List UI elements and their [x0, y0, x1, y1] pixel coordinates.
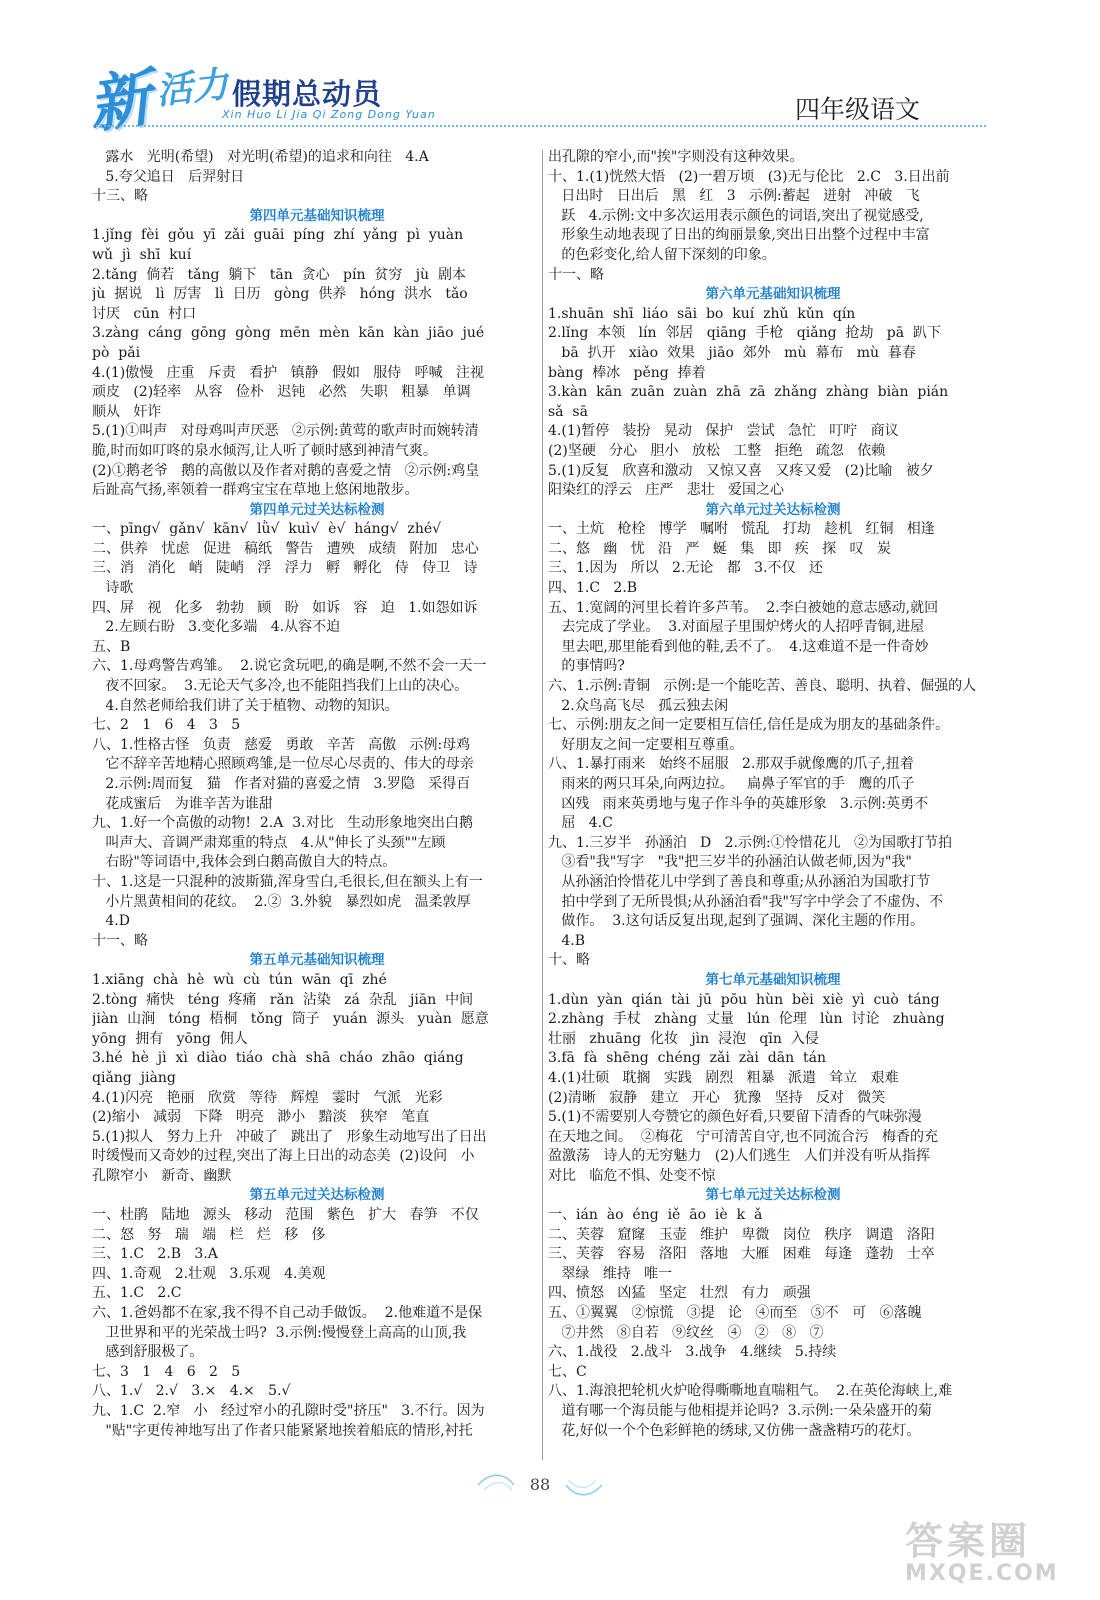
answer-line: 十、略 [548, 952, 590, 969]
answer-line: 二、怒 努 瑞 端 栏 烂 移 侈 [92, 1226, 326, 1243]
answer-line: 在天地之间。 ②梅花 宁可清苦自守,也不同流合污 梅香的充 [548, 1128, 939, 1145]
answer-line: sǎ sā [548, 403, 588, 420]
answer-line: 的色彩变化,给人留下深刻的印象。 [548, 246, 776, 263]
answer-line: 讨厌 cūn 村口 [92, 305, 197, 322]
brand-logo-huoli: 活力 [154, 64, 231, 113]
brand-logo-xin: 新 [83, 60, 156, 142]
answer-line: 2.zhàng 手杖 zhàng 丈量 lún 伦理 lùn 讨论 zhuàng [548, 1011, 945, 1028]
answer-line: 五、1.C 2.C [92, 1285, 182, 1302]
answer-line: 五、①翼翼 ②惊慌 ③提 论 ④而至 ⑤不 可 ⑥落魄 [548, 1305, 922, 1322]
answer-line: 1.dùn yàn qián tài jū pōu hùn bèi xiè yì cuò táng [548, 991, 940, 1008]
section-heading: 第七单元过关达标检测 [705, 1187, 841, 1204]
answer-line: 六、1.示例:青铜 示例:是一个能吃苦、善良、聪明、执着、倔强的人 [548, 678, 977, 695]
answer-line: (2)清晰 寂静 建立 开心 犹豫 坚持 反对 微笑 [548, 1089, 886, 1106]
answer-line: "贴"字更传神地写出了作者只能紧紧地挨着船底的情形,衬托 [92, 1422, 473, 1439]
answer-line: 夜不回家。 3.无论天气多冷,也不能阻挡我们上山的决心。 [92, 678, 469, 695]
answer-line: (2)①鹅老爷 鹅的高傲以及作者对鹅的喜爱之情 ②示例:鸡皇 [92, 462, 480, 479]
answer-line: 二、芙蓉 窟窿 玉壶 维护 卑微 岗位 秩序 调遣 洛阳 [548, 1226, 935, 1243]
answer-line: 诗歌 [92, 580, 134, 597]
answer-line: 5.(1)不需要别人夸赞它的颜色好看,只要留下清香的气味弥漫 [548, 1109, 922, 1126]
answer-line: ③看"我"写字 "我"把三岁半的孙涵泊认做老师,因为"我" [548, 854, 912, 871]
answer-line: pò pǎi [92, 344, 141, 361]
answer-line: bā 扒开 xiào 效果 jiāo 郊外 mù 幕布 mù 暮春 [548, 344, 916, 361]
answer-line: 里去吧,那里能看到他的鞋,丢不了。 4.这难道不是一件奇妙 [548, 638, 929, 655]
watermark-line-2: MXQE.COM [905, 1561, 1059, 1586]
answer-line: 从孙涵泊怜惜花儿中学到了善良和尊重;从孙涵泊为国歌打节 [548, 873, 931, 890]
answer-line: 2.左顾右盼 3.变化多端 4.从容不迫 [92, 619, 341, 636]
answer-line: 六、1.战役 2.战斗 3.战争 4.继续 5.持续 [548, 1344, 837, 1361]
answer-line: 2.tòng 痛快 téng 疼痛 rǎn 沾染 zá 杂乱 jiān 中间 [92, 991, 474, 1008]
answer-line: 4.(1)壮硕 耽搁 实践 剧烈 粗暴 派遣 耸立 艰难 [548, 1069, 899, 1086]
answer-line: 九、1.好一个高傲的动物! 2.A 3.对比 生动形象地突出白鹅 [92, 815, 473, 832]
answer-line: 三、1.因为 所以 2.无论 都 3.不仅 还 [548, 560, 823, 577]
answer-line: 十一、略 [548, 266, 604, 283]
header-divider [96, 125, 986, 127]
answer-line: 花,好似一个个色彩鲜艳的绣球,又仿佛一盏盏精巧的花灯。 [548, 1422, 921, 1439]
answer-line: 形象生动地表现了日出的绚丽景象,突出日出整个过程中丰富 [548, 227, 930, 244]
answer-line: 十一、略 [92, 932, 148, 949]
answer-line: 的事情吗? [548, 658, 625, 675]
answer-column-left [92, 148, 542, 1468]
answer-line: 一、土炕 枪栓 博学 嘱咐 慌乱 打劫 趁机 红铜 相逢 [548, 521, 935, 538]
answer-line: 四、屏 视 化多 勃勃 顾 盼 如诉 容 迫 1.如怨如诉 [92, 599, 478, 616]
answer-line: 4.(1)暂停 装扮 晃动 保护 尝试 急忙 叮咛 商议 [548, 423, 899, 440]
answer-line: 3.hé hè jì xì diào tiáo chà shā cháo zhāo qiáng [92, 1050, 464, 1067]
answer-line: 2.lǐng 本领 lín 邻居 qiāng 手枪 qiǎng 抢劫 pā 趴下 [548, 325, 942, 342]
answer-line: 八、1.性格古怪 负责 慈爱 勇敢 辛苦 高傲 示例:母鸡 [92, 736, 471, 753]
section-heading: 第六单元基础知识梳理 [705, 286, 841, 303]
answer-line: 三、消 消化 峭 陡峭 浮 浮力 孵 孵化 侍 侍卫 诗 [92, 560, 478, 577]
section-heading: 第四单元基础知识梳理 [249, 207, 385, 224]
answer-line: 雨来的两只耳朵,向两边拉。 扁鼻子军官的手 鹰的爪子 [548, 776, 915, 792]
answer-line: 对比 临危不惧、处变不惊 [548, 1167, 716, 1184]
answer-line: 八、1.暴打雨来 始终不屈服 2.那双手就像鹰的爪子,扭着 [548, 756, 914, 773]
answer-line: 4.自然老师给我们讲了关于植物、动物的知识。 [92, 697, 399, 714]
answer-line: 后趾高气扬,率领着一群鸡宝宝在草地上悠闲地散步。 [92, 482, 419, 499]
answer-line: 2.tǎng 倘若 tǎng 躺下 tān 贪心 pín 贫穷 jù 剧本 [92, 266, 466, 283]
answer-line: 十、1.(1)恍然大悟 (2)一碧万顷 (3)无与伦比 2.C 3.日出前 [548, 168, 950, 185]
answer-line: wǔ jì shī kuí [92, 246, 192, 263]
answer-line: 一、ián ào éng iě āo iè k ǎ [548, 1207, 763, 1224]
answer-line: (2)缩小 减弱 下降 明亮 渺小 黯淡 狭窄 笔直 [92, 1109, 430, 1126]
answer-line: 七、C [548, 1363, 587, 1380]
answer-line: 做作。 3.这句话反复出现,起到了强调、深化主题的作用。 [548, 913, 925, 930]
answer-line: qiǎng jiàng [92, 1069, 176, 1086]
answer-line: 小片黑黄相间的花纹。 2.② 3.外貌 暴烈如虎 温柔敦厚 [92, 893, 471, 910]
answer-line: yōng 拥有 yōng 佣人 [92, 1030, 248, 1047]
answer-line: 七、3 1 4 6 2 5 [92, 1363, 241, 1380]
answer-line: 露水 光明(希望) 对光明(希望)的追求和向往 4.A [92, 149, 429, 165]
page-header [0, 0, 1100, 150]
answer-line: 一、pīng√ gǎn√ kān√ lǜ√ kuì√ è√ háng√ zhé√ [92, 521, 442, 538]
answer-line: 日出时 日出后 黑 红 3 示例:蓄起 迸射 冲破 飞 [548, 188, 920, 205]
answer-line: 右盼"等词语中,我体会到白鹅高傲自大的特点。 [92, 854, 397, 871]
answer-line: 5.(1)①叫声 对母鸡叫声厌恶 ②示例:黄莺的歌声时而婉转清 [92, 423, 479, 440]
answer-line: 五、B [92, 638, 131, 655]
answer-line: 六、1.爸妈都不在家,我不得不自己动手做饭。 2.他难道不是保 [92, 1305, 483, 1322]
answer-line: 叫声大、音调严肃郑重的特点 4.从"伸长了头颈""左顾 [92, 834, 446, 851]
answer-line: 一、杜鹃 陆地 源头 移动 范围 紫色 扩大 春笋 不仅 [92, 1207, 479, 1224]
answer-line: 4.B [548, 932, 586, 949]
answer-line: 4.(1)闪亮 艳丽 欣赏 等待 辉煌 霎时 气派 光彩 [92, 1089, 443, 1106]
answer-line: 四、1.奇观 2.壮观 3.乐观 4.美观 [92, 1265, 326, 1282]
answer-line: jiàn 山涧 tóng 梧桐 tǒng 筒子 yuán 源头 yuàn 愿意 [92, 1011, 489, 1028]
section-heading: 第五单元过关达标检测 [249, 1187, 385, 1204]
answer-line: 好朋友之间一定要相互尊重。 [548, 736, 744, 753]
answer-line: 5.夸父追日 后羿射日 [92, 168, 245, 185]
answer-line: 阳染红的浮云 庄严 悲壮 爱国之心 [548, 482, 785, 499]
answer-line: 十三、略 [92, 188, 148, 205]
answer-line: 感到舒服极了。 [92, 1344, 204, 1361]
column-divider [542, 150, 543, 1460]
answer-line: 十、1.这是一只混种的波斯猫,浑身雪白,毛很长,但在额头上有一 [92, 873, 483, 890]
answer-line: 2.示例:周而复 猫 作者对猫的喜爱之情 3.罗隐 采得百 [92, 776, 471, 792]
answer-line: 2.众鸟高飞尽 孤云独去闲 [548, 697, 729, 714]
answer-line: 屈 4.C [548, 815, 613, 832]
answer-line: 九、1.C 2.窄 小 经过窄小的孔隙时受"挤压" 3.不行。因为 [92, 1403, 485, 1419]
section-heading: 第七单元基础知识梳理 [705, 971, 841, 988]
answer-line: jù 据说 lì 厉害 lì 日历 gòng 供养 hóng 洪水 tǎo [92, 286, 468, 303]
answer-line: 1.shuān shī liáo sāi bo kuí zhǔ kǔn qín [548, 305, 856, 322]
section-heading: 第五单元基础知识梳理 [249, 952, 385, 969]
answer-line: 脆,时而如叮咚的泉水倾泻,让人听了顿时感到神清气爽。 [92, 442, 437, 459]
answer-line: 1.xiāng chà hè wù cù tún wān qī zhé [92, 971, 387, 988]
answer-line: 四、1.C 2.B [548, 580, 638, 597]
grade-subject-title: 四年级语文 [795, 95, 921, 124]
brand-title: 假期总动员 [232, 77, 383, 111]
answer-line: 花成蜜后 为谁辛苦为谁甜 [92, 795, 273, 812]
answer-line: 3.kàn kān zuān zuàn zhā zā zhǎng zhàng biàn pián [548, 384, 949, 401]
answer-line: 孔隙窄小 新奇、幽默 [92, 1167, 232, 1184]
answer-line: 出孔隙的窄小,而"挨"字则没有这种效果。 [548, 149, 804, 165]
answer-line: (2)坚硬 分心 胆小 放松 工整 拒绝 疏忽 依赖 [548, 442, 886, 459]
answer-line: 五、1.宽阔的河里长着许多芦苇。 2.李白被她的意志感动,就回 [548, 599, 939, 616]
answer-line: bàng 棒冰 pěng 捧着 [548, 364, 706, 381]
section-heading: 第六单元过关达标检测 [705, 501, 841, 518]
page-number: 88 [529, 1475, 551, 1494]
answer-line: 六、1.母鸡警告鸡雏。 2.说它贪玩吧,的确是啊,不然不会一天一 [92, 658, 487, 675]
answer-line: 九、1.三岁半 孙涵泊 D 2.示例:①怜惜花儿 ②为国歌打节拍 [548, 834, 953, 851]
answer-line: 5.(1)拟人 努力上升 冲破了 跳出了 形象生动地写出了日出 [92, 1128, 487, 1145]
answer-line: 顺从 奸诈 [92, 403, 162, 420]
watermark-line-1: 答案圈 [905, 1519, 1032, 1563]
answer-line: 3.zàng cáng gōng gòng mēn mèn kān kàn jiāo jué [92, 325, 485, 342]
answer-line: 三、1.C 2.B 3.A [92, 1246, 218, 1263]
answer-line: 盈激荡 诗人的无穷魅力 (2)人们逃生 人们并没有听从指挥 [548, 1148, 930, 1165]
answer-line: 二、供养 忧虑 促进 稿纸 警告 遭殃 成绩 附加 忠心 [92, 540, 479, 557]
answer-line: 二、悠 幽 忧 沿 严 蜒 集 即 疾 探 叹 炭 [548, 540, 891, 557]
answer-line: 卫世界和平的光荣战士吗? 3.示例:慢慢登上高高的山顶,我 [92, 1324, 467, 1341]
answer-line: 去完成了学业。 3.对面屋子里围炉烤火的人招呼青铜,进屋 [548, 619, 925, 636]
answer-line: 4.(1)傲慢 庄重 斥责 看护 镇静 假如 服侍 呼喊 注视 [92, 364, 484, 381]
answer-line: 5.(1)反复 欣喜和激动 又惊又喜 又疼又爱 (2)比喻 被夕 [548, 462, 934, 479]
answer-line: 四、愤怒 凶猛 坚定 壮烈 有力 顽强 [548, 1285, 811, 1302]
answer-line: 三、芙蓉 容易 洛阳 落地 大雁 困难 每逢 蓬勃 士卒 [548, 1246, 935, 1263]
answer-line: 八、1.√ 2.√ 3.× 4.× 5.√ [92, 1383, 291, 1400]
answer-line: 顽皮 (2)轻率 从容 俭朴 迟钝 必然 失职 粗暴 单调 [92, 384, 471, 401]
answer-line: ⑦井然 ⑧自若 ⑨纹丝 ④ ② ⑧ ⑦ [548, 1324, 824, 1341]
answer-line: 凶残 雨来英勇地与鬼子作斗争的英雄形象 3.示例:英勇不 [548, 795, 929, 812]
answer-line: 拍中学到了无所畏惧;从孙涵泊看"我"写字中学会了不虚伪、不 [548, 893, 943, 910]
answer-line: 3.fā fà shēng chéng zǎi zài dān tán [548, 1050, 827, 1067]
answer-line: 4.D [92, 913, 130, 930]
answer-line: 七、2 1 6 4 3 5 [92, 717, 241, 734]
section-heading: 第四单元过关达标检测 [249, 501, 385, 518]
answer-line: 跃 4.示例:文中多次运用表示颜色的词语,突出了视觉感受, [548, 207, 924, 224]
watermark [905, 1510, 1075, 1590]
answer-line: 壮丽 zhuāng 化妆 jìn 浸泡 qīn 入侵 [548, 1030, 819, 1047]
answer-line: 时缓慢而又奇妙的过程,突出了海上日出的动态美 (2)设问 小 [92, 1148, 475, 1165]
answer-line: 它不辞辛苦地精心照顾鸡雏,是一位尽心尽责的、伟大的母亲 [92, 756, 474, 773]
answer-line: 七、示例:朋友之间一定要相互信任,信任是成为朋友的基础条件。 [548, 717, 950, 734]
answer-line: 八、1.海浪把轮机火炉呛得嘶嘶地直喘粗气。 2.在英伦海峡上,难 [548, 1383, 953, 1400]
brand-pinyin: Xin Huo Li Jia Qi Zong Dong Yuan [222, 108, 436, 121]
answer-line: 翠绿 维持 唯一 [548, 1265, 673, 1282]
answer-line: 1.jǐng fèi gǒu yī zǎi guāi píng zhí yǎng pì yuàn [92, 227, 464, 244]
answer-line: 道有哪一个海员能与他相提并论吗? 3.示例:一朵朵盛开的菊 [548, 1403, 932, 1419]
answer-column-right [548, 148, 998, 1468]
